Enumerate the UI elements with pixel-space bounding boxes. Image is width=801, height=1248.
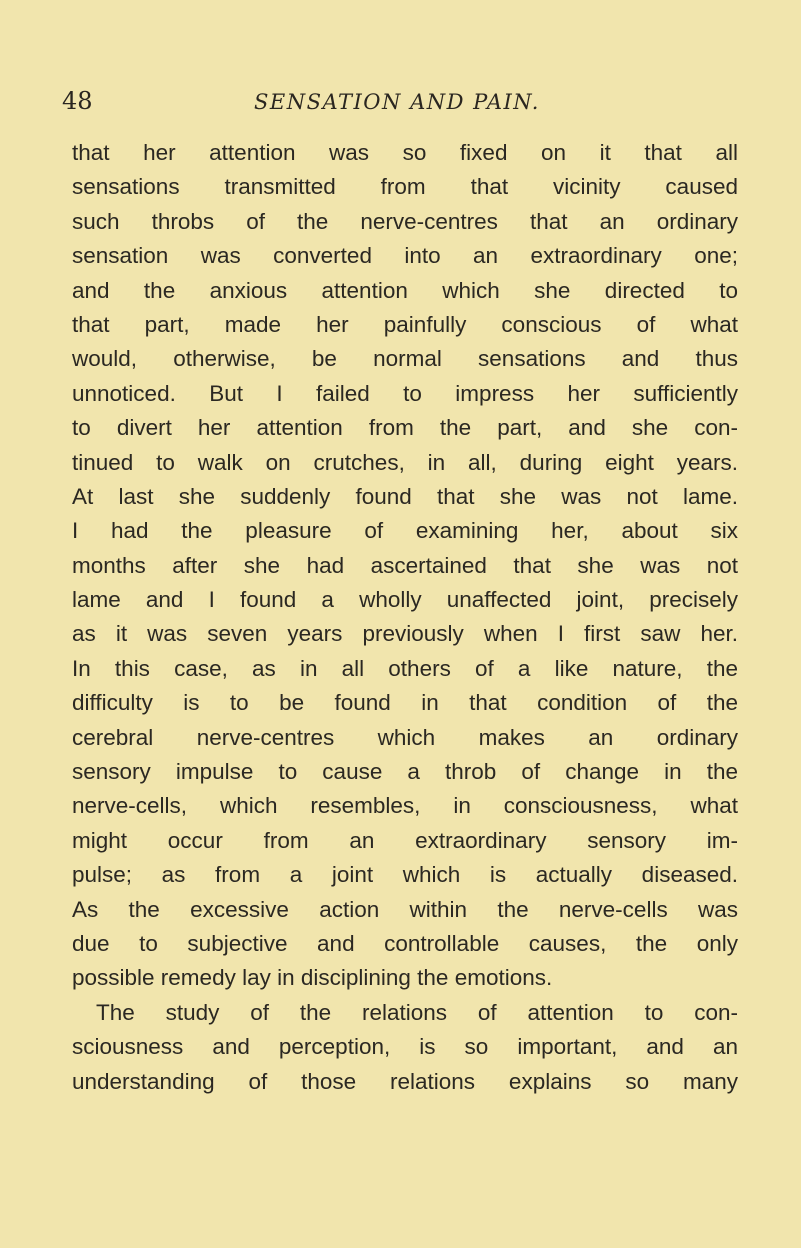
text-line: sensations transmitted from that vicinity caused: [72, 174, 738, 200]
text-line: sensation was converted into an extraordinary one;: [72, 243, 738, 269]
text-line: such throbs of the nerve-centres that an ordinary: [72, 208, 738, 234]
text-line: due to subjective and controllable causes, the only: [72, 930, 738, 956]
text-line: to divert her attention from the part, and she con-: [72, 415, 738, 441]
text-line: At last she suddenly found that she was not lame.: [72, 483, 738, 509]
text-line: as it was seven years previously when I first saw her.: [72, 621, 738, 647]
page-number: 48: [62, 87, 93, 115]
text-line: sciousness and perception, is so important, and an: [72, 1034, 738, 1060]
text-line: that her attention was so fixed on it that all: [72, 140, 738, 165]
text-line: understanding of those relations explains so many: [72, 1068, 738, 1094]
text-line: I had the pleasure of examining her, about six: [72, 518, 738, 544]
text-line: and the anxious attention which she directed to: [72, 277, 738, 303]
page-header: [62, 86, 742, 126]
text-line: nerve-cells, which resembles, in consciousness, what: [72, 793, 738, 819]
text-line: lame and I found a wholly unaffected joint, precisely: [72, 587, 738, 613]
text-line: cerebral nerve-centres which makes an ordinary: [72, 724, 738, 750]
text-line: would, otherwise, be normal sensations and thus: [72, 346, 738, 372]
text-line: possible remedy lay in disciplining the emotions.: [72, 965, 553, 991]
text-line: months after she had ascertained that she was not: [72, 552, 738, 578]
text-line: that part, made her painfully conscious of what: [72, 311, 738, 337]
body-text: [72, 136, 738, 1099]
text-line: The study of the relations of attention to con-: [96, 999, 738, 1025]
text-line: In this case, as in all others of a like nature, the: [72, 655, 738, 681]
text-line: might occur from an extraordinary sensory im-: [72, 827, 738, 853]
running-title: SENSATION AND PAIN.: [254, 90, 540, 114]
text-line: As the excessive action within the nerve-cells was: [72, 896, 738, 922]
text-line: difficulty is to be found in that condition of the: [72, 690, 738, 716]
text-line: tinued to walk on crutches, in all, during eight years.: [72, 449, 738, 475]
text-line: unnoticed. But I failed to impress her sufficiently: [72, 380, 738, 406]
text-line: pulse; as from a joint which is actually diseased.: [72, 862, 738, 888]
text-line: sensory impulse to cause a throb of change in the: [72, 759, 738, 785]
